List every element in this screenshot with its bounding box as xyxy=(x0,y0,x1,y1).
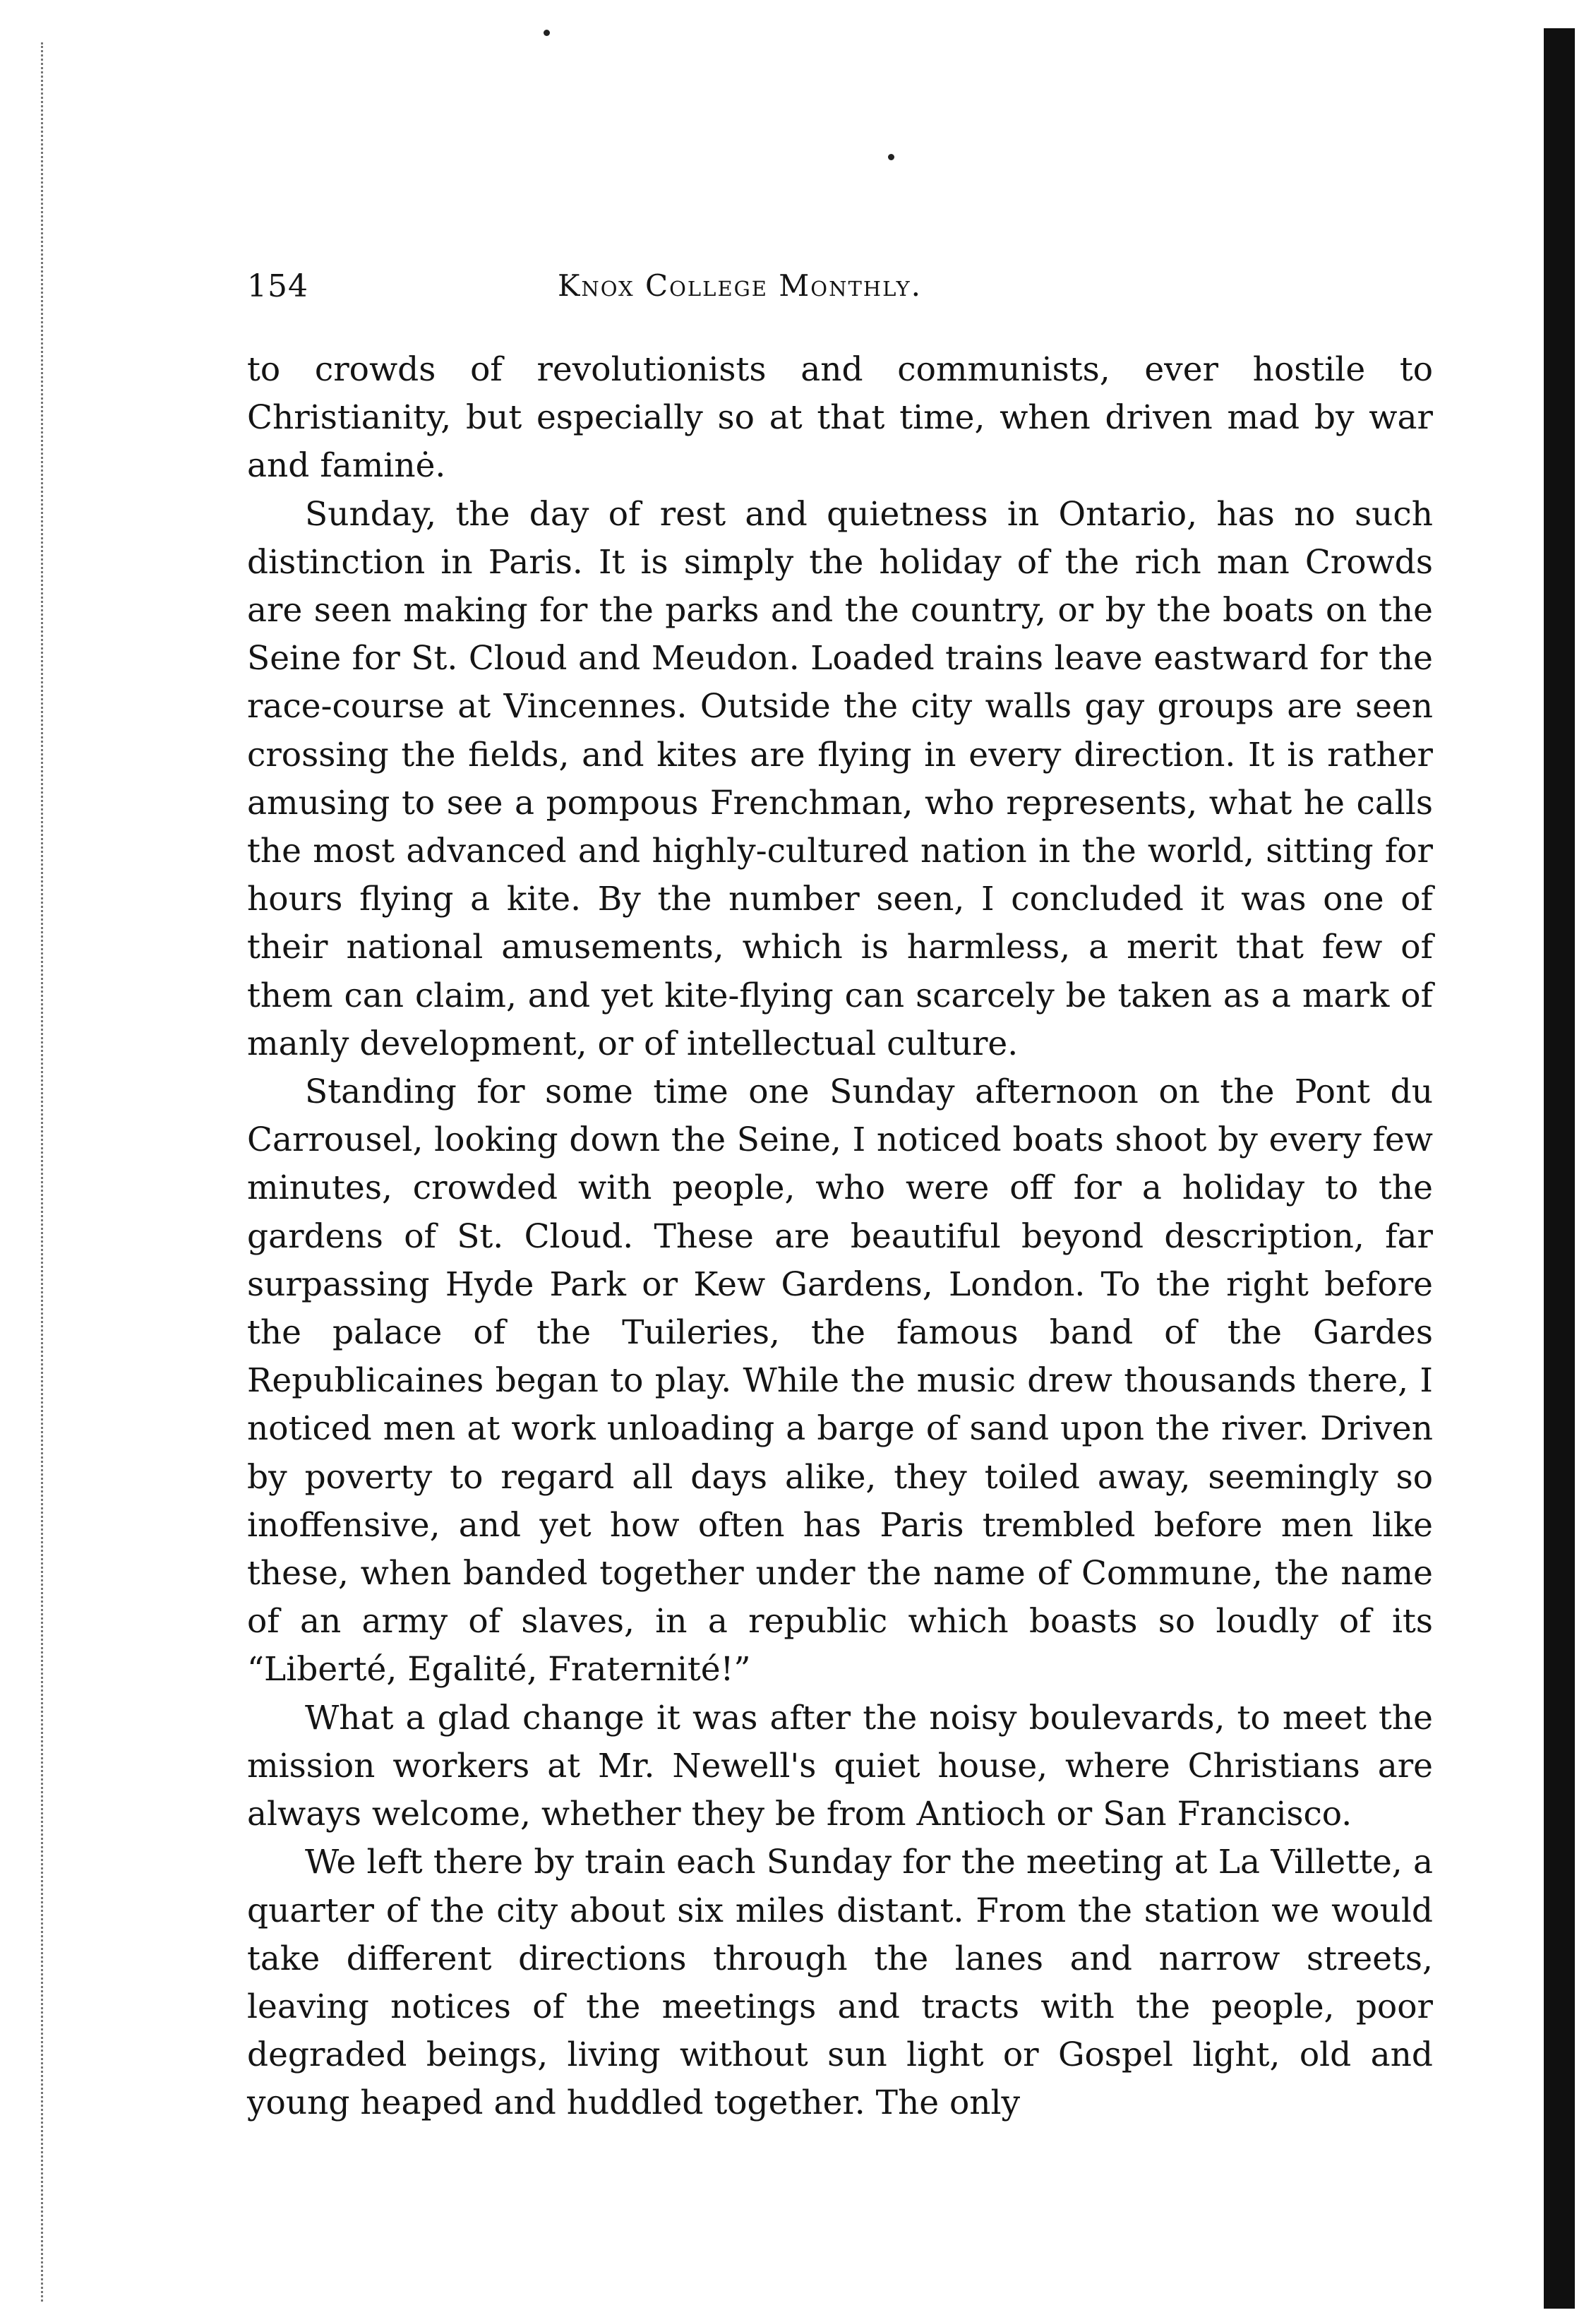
page-number: 154 xyxy=(247,268,308,304)
page-header xyxy=(247,268,1440,325)
scan-speck xyxy=(544,30,550,36)
book-binding-edge xyxy=(1544,28,1575,2309)
scan-margin-marks xyxy=(41,42,53,2302)
scan-speck xyxy=(888,154,894,160)
paragraph: Standing for some time one Sunday afternoon on the Pont du Carrousel, looking down the Seine, I noticed boats shoot by every few minutes, crowded with people, who were off for a holiday to the gardens of St. Cloud. These are beautiful beyond description, far surpassing Hyde Park or Kew Gardens, London. To the right before the palace of the Tuileries, the famous band of the Gardes Republicaines began to play. While the music drew thousands there, I noticed men at work unloading a barge of sand upon the river. Driven by poverty to regard all days alike, they toiled away, seemingly so inoffensive, and yet how often has Paris trembled before men like these, when banded together under the name of Commune, the name of an army of slaves, in a republic which boasts so loudly of its “Liberté, Egalité, Fraternité!” xyxy=(247,1072,1433,1689)
paragraph: Sunday, the day of rest and quietness in Ontario, has no such distinction in Paris. It is simply the holiday of the rich man Crowds are seen making for the parks and the country, or by the boats on the Seine for St. Cloud and Meudon. Loaded trains leave eastward for the race-course at Vincennes. Outside the city walls gay groups are seen crossing the fields, and kites are flying in every direction. It is rather amusing to see a pompous Frenchman, who represents, what he calls the most advanced and highly-cultured nation in the world, sitting for hours flying a kite. By the number seen, I concluded it was one of their national amusements, which is harmless, a merit that few of them can claim, and yet kite-flying can scarcely be taken as a mark of manly development, or of intellectual culture. xyxy=(247,494,1433,1063)
running-title: Knox College Monthly. xyxy=(558,268,922,303)
body-text xyxy=(247,346,1433,2128)
paragraph: What a glad change it was after the noisy boulevards, to meet the mission workers at Mr. Newell's quiet house, where Christians are always welcome, whether they be from Antioch or San Francisco. xyxy=(247,1698,1433,1834)
paragraph: to crowds of revolutionists and communists, ever hostile to Christianity, but especially so at that time, when driven mad by war and faminė. xyxy=(247,350,1433,486)
paragraph: We left there by train each Sunday for the meeting at La Villette, a quarter of the city about six miles distant. From the station we would take different directions through the lanes and narrow streets, leaving notices of the meetings and tracts with the people, poor degraded beings, living without sun light or Gospel light, old and young heaped and huddled together. The only xyxy=(247,1843,1433,2123)
